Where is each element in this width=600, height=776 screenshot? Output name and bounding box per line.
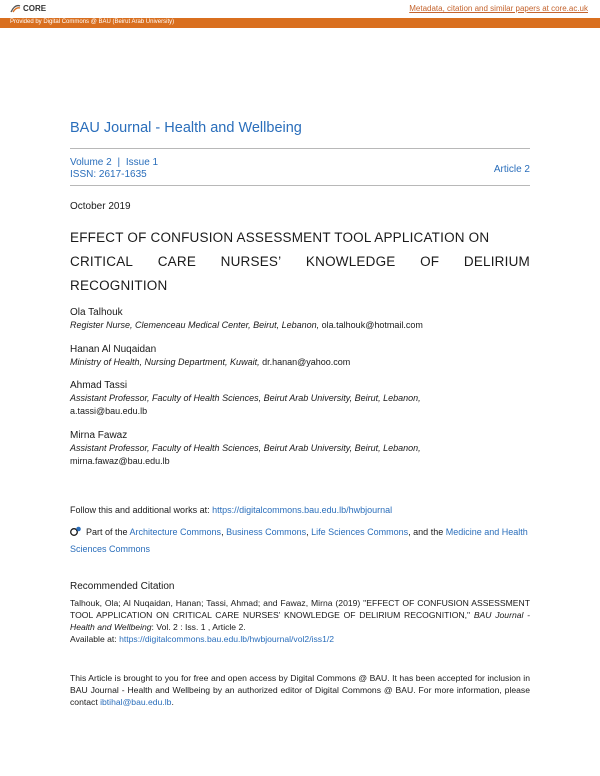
- author-email: a.tassi@bau.edu.lb: [70, 406, 148, 416]
- author-affiliation: Register Nurse, Clemenceau Medical Center, Beirut, Lebanon, ola.talhouk@hotmail.com: [70, 320, 423, 330]
- issue-link[interactable]: Issue 1: [125, 157, 159, 168]
- paper-title: [70, 226, 530, 298]
- provided-by-bar: [0, 18, 600, 28]
- follow-link[interactable]: https://digitalcommons.bau.edu.lb/hwbjournal: [212, 505, 393, 515]
- author-block: [70, 343, 350, 369]
- recommended-citation-heading: Recommended Citation: [70, 581, 175, 592]
- citation-available-link[interactable]: https://digitalcommons.bau.edu.lb/hwbjournal/vol2/iss1/2: [119, 634, 335, 644]
- core-banner: [0, 0, 600, 18]
- core-logo-icon: [10, 3, 21, 13]
- title-line-1: EFFECT OF CONFUSION ASSESSMENT TOOL APPLICATION ON: [70, 230, 490, 245]
- article-number-link[interactable]: Article 2: [493, 164, 530, 175]
- follow-line: Follow this and additional works at: https://digitalcommons.bau.edu.lb/hwbjournal: [70, 505, 393, 515]
- title-line-2: CRITICAL CARE NURSES’ KNOWLEDGE OF DELIRIUM: [70, 254, 530, 269]
- volume-link[interactable]: Volume 2: [70, 157, 112, 168]
- access-notice: This Article is brought to you for free and open access by Digital Commons @ BAU. It has been accepted for inclusion in BAU Journal - Health and Wellbeing by an authorized editor of Digital Commons @ BAU. For more information, please contact ibtihal@bau.edu.lb.: [70, 673, 530, 707]
- core-metadata-link[interactable]: Metadata, citation and similar papers at core.ac.uk: [409, 4, 588, 13]
- author-block: [70, 429, 530, 468]
- author-affiliation: Assistant Professor, Faculty of Health Sciences, Beirut Arab University, Beirut, Lebanon, a.tassi@bau.edu.lb: [70, 393, 421, 416]
- publication-date: October 2019: [70, 201, 131, 212]
- header-divider: [70, 148, 530, 149]
- author-name: Ahmad Tassi: [70, 380, 128, 391]
- provided-by-text: Provided by Digital Commons @ BAU (Beirut Arab University): [10, 19, 175, 25]
- author-email: mirna.fawaz@bau.edu.lb: [70, 456, 170, 466]
- journal-title-link[interactable]: BAU Journal - Health and Wellbeing: [70, 120, 302, 136]
- author-email: ola.talhouk@hotmail.com: [321, 320, 423, 330]
- volume-issue-block: [70, 157, 158, 181]
- business-commons-link[interactable]: Business Commons: [226, 527, 307, 537]
- core-logo-text: CORE: [23, 3, 47, 13]
- author-block: [70, 306, 423, 332]
- architecture-commons-link[interactable]: Architecture Commons: [129, 527, 222, 537]
- author-name: Ola Talhouk: [70, 307, 123, 318]
- author-affiliation: Ministry of Health, Nursing Department, Kuwait, dr.hanan@yahoo.com: [70, 357, 351, 367]
- part-of-block: Part of the Architecture Commons, Business Commons, Life Sciences Commons, and the Medicine and Health Sciences Commons: [70, 527, 528, 554]
- author-block: [70, 379, 530, 418]
- life-sciences-commons-link[interactable]: Life Sciences Commons: [311, 527, 409, 537]
- contact-email-link[interactable]: ibtihal@bau.edu.lb: [100, 697, 172, 707]
- issn: ISSN: 2617-1635: [70, 169, 147, 180]
- author-email: dr.hanan@yahoo.com: [262, 357, 351, 367]
- author-name: Mirna Fawaz: [70, 430, 128, 441]
- recommended-citation-text: Talhouk, Ola; Al Nuqaidan, Hanan; Tassi, Ahmad; and Fawaz, Mirna (2019) "EFFECT OF CONFUSION ASSESSMENT TOOL APPLICATION ON CRITICAL CARE NURSES’ KNOWLEDGE OF DELIRIUM RECOGNITION," BAU Journal - Health and Wellbeing: Vol. 2 : Iss. 1 , Article 2. Available at: https://digitalcommons.bau.edu.lb/hwbjournal/vol2/iss1/2: [70, 598, 530, 644]
- medicine-health-commons-link[interactable]: Medicine and Health Sciences Commons: [70, 527, 528, 554]
- volume-separator: |: [117, 157, 121, 168]
- commons-network-icon: [70, 525, 82, 537]
- core-logo[interactable]: [10, 3, 46, 13]
- author-affiliation: Assistant Professor, Faculty of Health Sciences, Beirut Arab University, Beirut, Lebanon, mirna.fawaz@bau.edu.lb: [70, 443, 421, 466]
- author-name: Hanan Al Nuqaidan: [70, 344, 157, 355]
- title-line-3: RECOGNITION: [70, 278, 168, 293]
- volume-divider: [70, 185, 530, 186]
